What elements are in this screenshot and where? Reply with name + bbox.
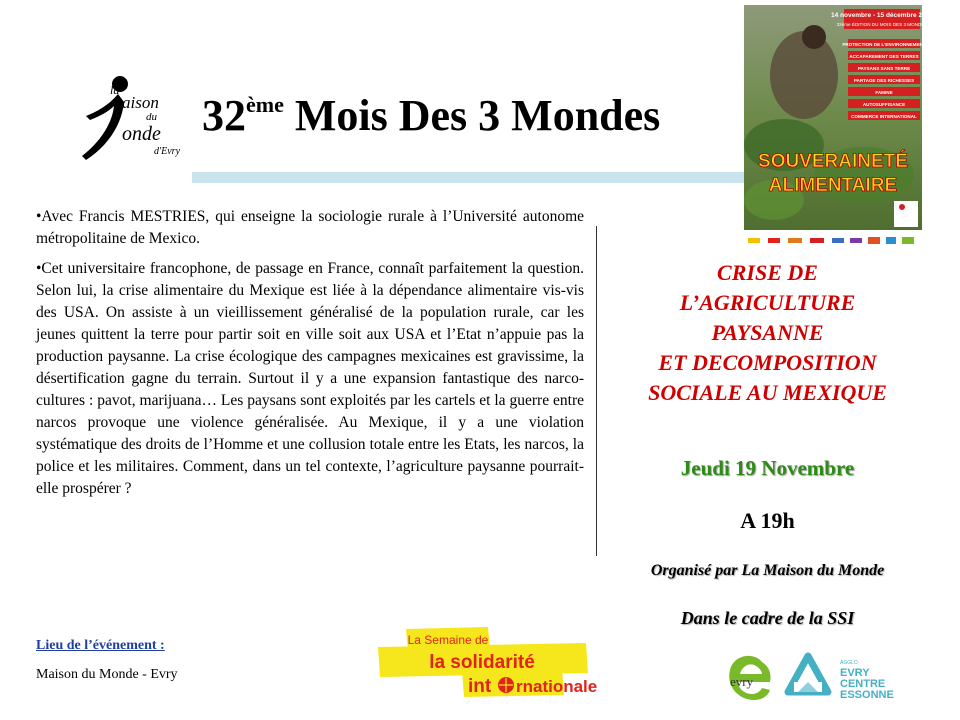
agglo-line-2: CENTRE <box>840 678 886 690</box>
event-poster <box>744 5 933 230</box>
logo-text-du: du <box>146 111 157 123</box>
maison-du-monde-logo <box>78 72 200 168</box>
venue-value: Maison du Monde - Evry <box>36 667 178 682</box>
title-superscript: ème <box>246 92 284 117</box>
poster-theme-5: FAMINE <box>875 90 893 95</box>
paragraph-speaker: •Avec Francis MESTRIES, qui enseigne la sociologie rurale à l’Université autonome métropolitaine de Mexico. <box>36 208 584 247</box>
agglo-small-text: AGGLO <box>840 660 858 666</box>
poster-theme-1: PROTECTION DE L'ENVIRONNEMENT <box>842 42 926 47</box>
title-rest: Mois Des 3 Mondes <box>283 91 661 140</box>
logo-text-onde: onde <box>122 123 161 145</box>
event-title <box>605 258 930 408</box>
event-date: Jeudi 19 Novembre <box>680 456 855 480</box>
description-text <box>36 206 584 508</box>
paragraph-description: •Cet universitaire francophone, de passage en France, connaît parfaitement la question. Selon lui, la crise alimentaire du Mexique est liée à la dépendance alimentaire vis-vis des USA. On assiste à un vieillissement généralisé de la population rurale, car les jeunes quittent la terre pour partir soit en ville soit aux USA et l’Etat n’appuie pas la production paysanne. La crise écologique des campagnes mexicaines est gravissime, la désertification gagne du terrain. Surtout il y a une expansion fantastique des narco-cultures : pavot, marijuana… Les paysans sont exploités par les cartels et la guerre entre narcos provoque une violence généralisée. Au Mexique, il y a une violation systématique des droits de l’Homme et une collusion totale entre les Etats, les narcos, la police et les militaires. Comment, dans un tel contexte, l’agriculture paysanne pourrait-elle prospérer ? <box>36 260 584 497</box>
event-title-line: SOCIALE AU MEXIQUE <box>648 380 887 405</box>
title-prefix: 32 <box>202 91 246 140</box>
poster-theme-3: PAYSANS SANS TERRE <box>857 66 911 71</box>
column-divider <box>596 226 597 556</box>
poster-theme-2: ACCAPAREMENT DES TERRES <box>849 54 919 59</box>
event-title-line: CRISE DE <box>717 260 818 285</box>
ssi-line-1: La Semaine de <box>407 633 489 647</box>
event-title-line: L’AGRICULTURE <box>679 290 856 315</box>
evry-logo-text: evry <box>730 674 754 689</box>
ssi-line-3a: int <box>468 676 492 697</box>
event-organizer: Organisé par La Maison du Monde <box>650 562 885 579</box>
event-context: Dans le cadre de la SSI <box>680 608 855 628</box>
poster-theme-4: PARTAGE DES RICHESSES <box>853 78 915 83</box>
event-time: A 19h <box>740 508 795 533</box>
poster-dates: 14 novembre - 15 décembre 2015 <box>831 12 933 19</box>
globe-icon <box>498 677 514 693</box>
poster-edition: 32ème ÉDITION DU MOIS DES 3 MONDES <box>836 22 928 27</box>
ssi-logo <box>376 627 598 699</box>
agglo-line-1: EVRY <box>840 667 870 679</box>
header-rule <box>192 172 752 183</box>
agglo-line-3: ESSONNE <box>840 689 894 701</box>
venue-label: Lieu de l’événement : <box>36 638 165 653</box>
ssi-line-2: la solidarité <box>429 652 535 673</box>
evry-logo <box>716 652 772 704</box>
event-title-line: PAYSANNE <box>711 320 824 345</box>
logo-text-aison: aison <box>122 93 159 112</box>
page-title <box>202 91 661 140</box>
poster-theme-6: AUTOSUFFISANCE <box>862 102 906 107</box>
ssi-line-3b: rnationale <box>516 677 598 696</box>
agglo-evry-logo <box>786 652 898 704</box>
logo-text-la: la <box>110 83 120 97</box>
logo-text-evry: d'Evry <box>154 146 181 157</box>
event-title-line: ET DECOMPOSITION <box>658 350 877 375</box>
poster-theme-7: COMMERCE INTERNATIONAL <box>851 114 917 119</box>
poster-partner-logos <box>744 232 922 248</box>
poster-headline-2: ALIMENTAIRE <box>768 175 898 196</box>
poster-headline-1: SOUVERAINETÉ <box>758 151 908 172</box>
